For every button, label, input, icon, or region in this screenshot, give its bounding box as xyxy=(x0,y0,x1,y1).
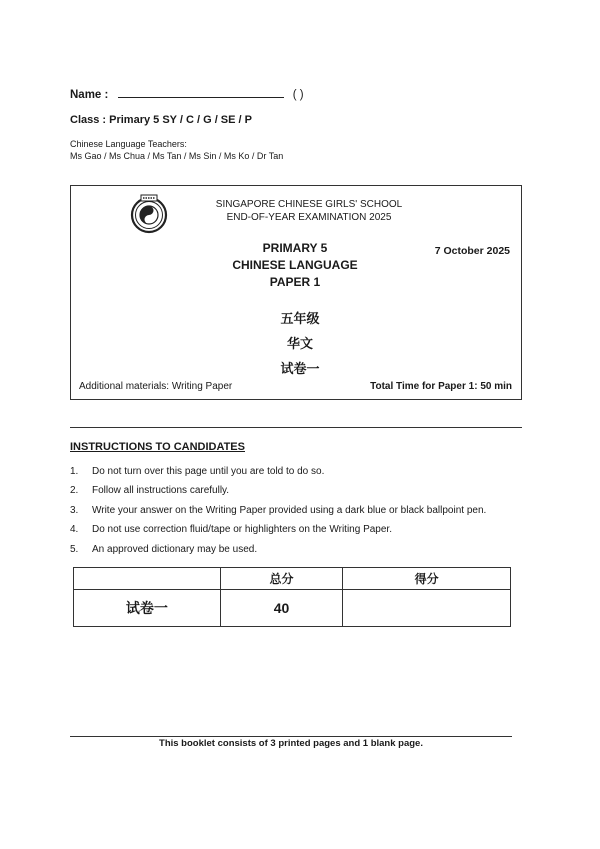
item-text: Follow all instructions carefully. xyxy=(92,485,230,497)
item-text: Do not use correction fluid/tape or highlighters on the Writing Paper. xyxy=(92,524,392,536)
item-text: Write your answer on the Writing Paper provided using a dark blue or black ballpoint pen. xyxy=(92,504,487,516)
level-title: PRIMARY 5 xyxy=(262,241,328,255)
total-marks-cell: 40 xyxy=(220,590,343,627)
name-label: Name : xyxy=(70,89,109,101)
item-number: 2. xyxy=(70,485,79,497)
subject-title: CHINESE LANGUAGE xyxy=(232,258,358,272)
chinese-paper: 试卷一 xyxy=(280,362,320,377)
item-text: Do not turn over this page until you are told to do so. xyxy=(92,466,325,477)
divider xyxy=(70,427,522,428)
item-number: 4. xyxy=(70,524,79,536)
school-name: SINGAPORE CHINESE GIRLS' SCHOOL xyxy=(215,199,403,210)
teachers-title: Chinese Language Teachers: xyxy=(70,139,187,149)
score-cell xyxy=(343,590,511,627)
table-row xyxy=(74,590,511,627)
additional-materials: Additional materials: Writing Paper xyxy=(79,381,233,392)
header-cell-blank xyxy=(74,568,221,590)
school-crest-icon xyxy=(128,193,170,235)
item-text: An approved dictionary may be used. xyxy=(92,543,258,555)
header-cell-score: 得分 xyxy=(343,568,511,590)
item-number: 1. xyxy=(70,466,79,477)
register-number-parens: ( ) xyxy=(292,89,304,101)
list-item xyxy=(70,466,550,485)
class-line: Class : Primary 5 SY / C / G / SE / P xyxy=(70,114,252,126)
instructions-title: INSTRUCTIONS TO CANDIDATES xyxy=(70,441,245,453)
chinese-subject: 华文 xyxy=(286,337,313,352)
header-cell-total: 总分 xyxy=(220,568,343,590)
name-blank-line xyxy=(118,88,284,98)
item-number: 3. xyxy=(70,504,79,516)
list-item xyxy=(70,544,550,563)
total-time: Total Time for Paper 1: 50 min xyxy=(370,381,512,392)
exam-title: END-OF-YEAR EXAMINATION 2025 xyxy=(226,212,392,223)
item-number: 5. xyxy=(70,543,79,555)
instructions-list xyxy=(70,466,550,563)
exam-date: 7 October 2025 xyxy=(434,245,510,257)
chinese-level: 五年级 xyxy=(280,312,320,327)
name-field-row xyxy=(70,88,304,101)
teachers-list: Ms Gao / Ms Chua / Ms Tan / Ms Sin / Ms Ko / Dr Tan xyxy=(70,151,284,161)
paper-label-cell: 试卷一 xyxy=(74,590,221,627)
footer-divider xyxy=(70,736,512,737)
table-header-row xyxy=(74,568,511,590)
score-table xyxy=(73,567,511,627)
list-item xyxy=(70,524,550,543)
list-item xyxy=(70,485,550,504)
footer-note: This booklet consists of 3 printed pages and 1 blank page. xyxy=(159,738,423,749)
paper-title: PAPER 1 xyxy=(269,275,321,289)
list-item xyxy=(70,505,550,524)
